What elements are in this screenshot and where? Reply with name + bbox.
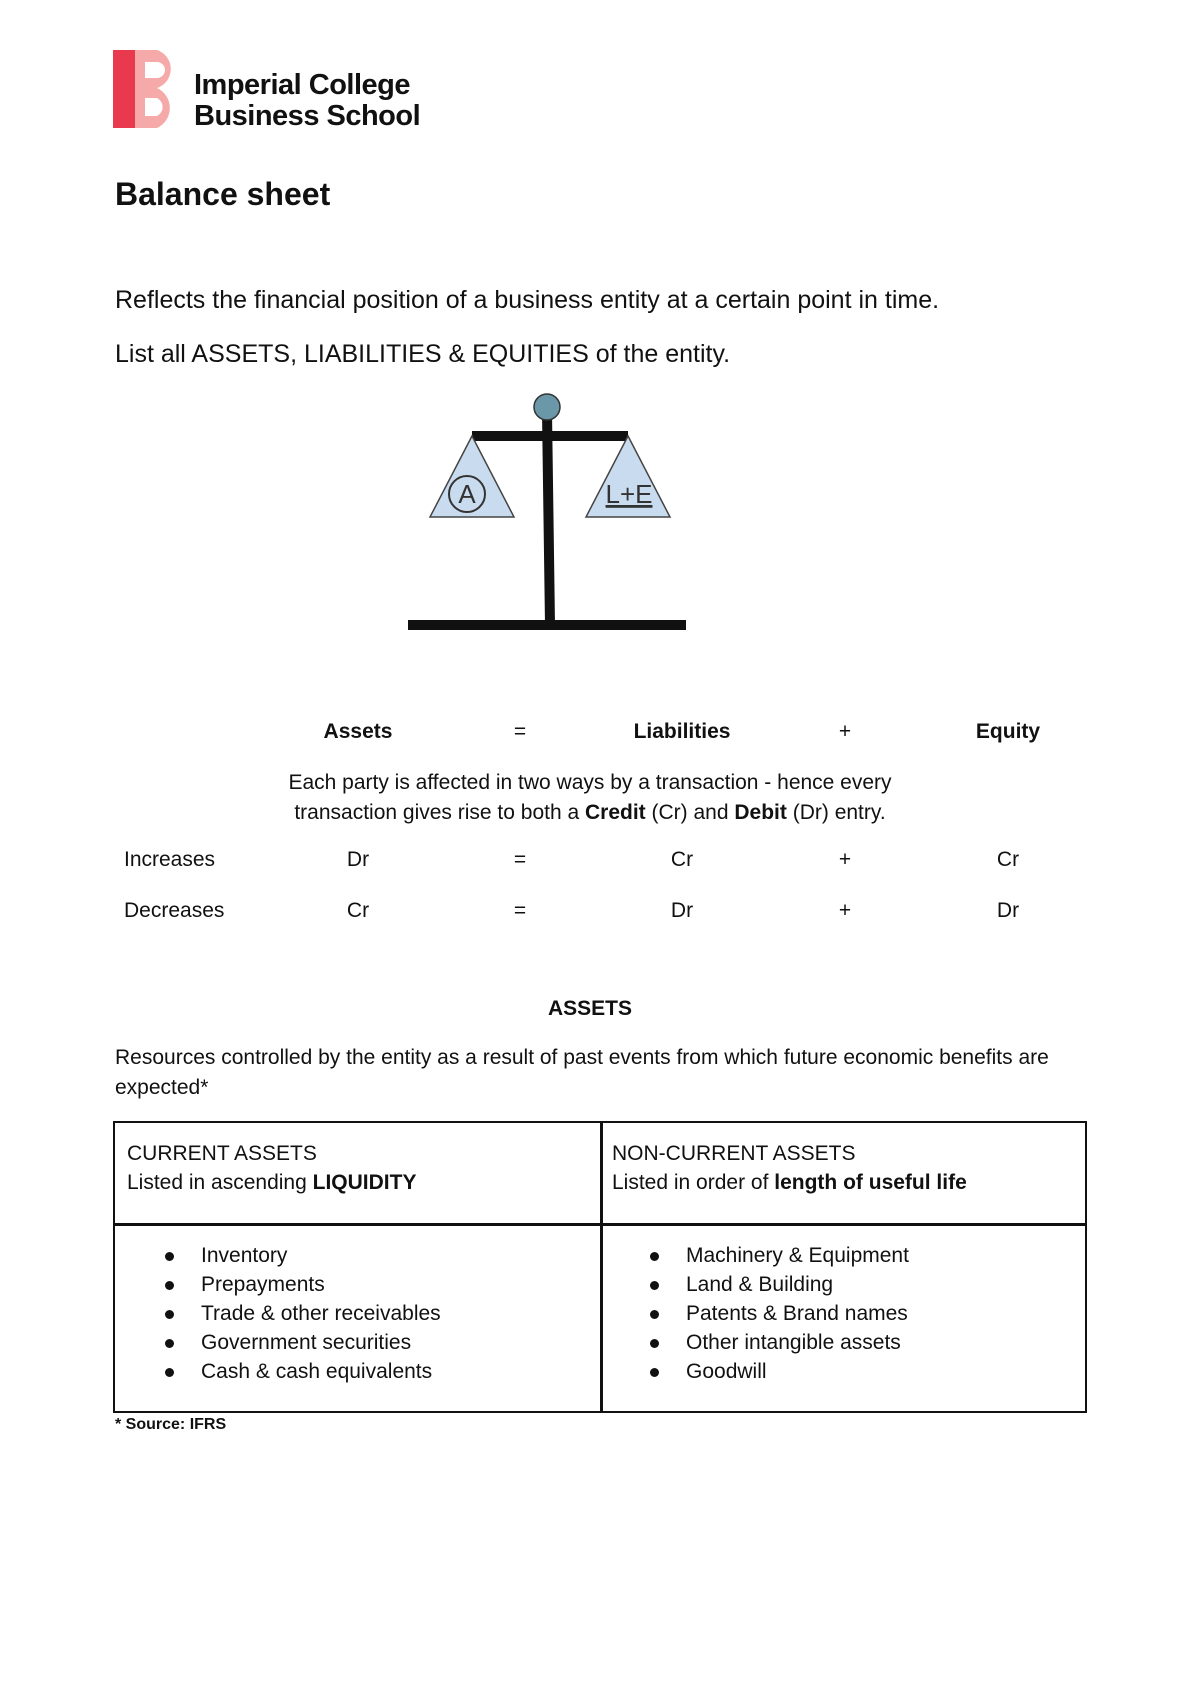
eq-equity: Equity [975,720,1041,743]
balance-scale-diagram [400,390,700,635]
right-pan-label: L+E [605,479,653,509]
intro-line-1: Reflects the financial position of a business entity at a certain point in time. [115,286,940,314]
row-label-increases: Increases [124,848,216,871]
decreases-equity: Dr [996,899,1020,922]
non-current-assets-header [612,1139,967,1197]
explanation [230,768,950,828]
assets-definition: Resources controlled by the entity as a result of past events from which future economic benefits are expected* [115,1046,1049,1099]
increases-liabilities: Cr [670,848,694,871]
increases-plus: + [838,848,852,871]
assets-heading: ASSETS [547,997,633,1020]
logo-line-1: Imperial College [194,69,411,101]
non-current-assets-title: NON-CURRENT ASSETS [612,1142,856,1165]
decreases-assets: Cr [346,899,370,922]
page-title: Balance sheet [115,176,331,212]
left-pan-label: A [458,479,476,509]
list-item: Other intangible assets [600,1328,909,1357]
current-assets-header [127,1139,416,1197]
explanation-line-1: Each party is affected in two ways by a transaction - hence every [288,771,892,794]
debit-term: Debit [734,801,787,824]
scale-pillar [547,412,550,625]
list-item: Goodwill [600,1357,909,1386]
eq-equals: = [513,720,527,743]
list-item: Land & Building [600,1270,909,1299]
current-assets-list [115,1241,441,1386]
list-item: Inventory [115,1241,441,1270]
scale-knob [534,394,560,420]
current-assets-subtitle: Listed in ascending LIQUIDITY [127,1171,417,1194]
list-item: Machinery & Equipment [600,1241,909,1270]
current-assets-title: CURRENT ASSETS [127,1142,317,1165]
list-item: Government securities [115,1328,441,1357]
increases-equals: = [513,848,527,871]
logo-wordmark [194,70,420,132]
list-item: Patents & Brand names [600,1299,909,1328]
decreases-equals: = [513,899,527,922]
increases-assets: Dr [346,848,370,871]
eq-plus: + [838,720,852,743]
credit-term: Credit [585,801,646,824]
row-label-decreases: Decreases [124,899,225,922]
list-item: Cash & cash equivalents [115,1357,441,1386]
intro-line-2: List all ASSETS, LIABILITIES & EQUITIES of the entity. [115,340,731,368]
logo-line-2: Business School [194,100,421,132]
list-item: Prepayments [115,1270,441,1299]
table-divider-horizontal [115,1223,1085,1226]
explanation-line-2: transaction gives rise to both a Credit (Cr) and Debit (Dr) entry. [294,801,886,824]
eq-assets: Assets [323,720,393,743]
non-current-assets-list [600,1241,909,1386]
list-item: Trade & other receivables [115,1299,441,1328]
decreases-plus: + [838,899,852,922]
assets-table [113,1121,1087,1413]
increases-equity: Cr [996,848,1020,871]
decreases-liabilities: Dr [670,899,694,922]
eq-liabilities: Liabilities [633,720,731,743]
logo-b-mark [113,48,185,130]
source-footnote: * Source: IFRS [115,1416,227,1433]
non-current-assets-subtitle: Listed in order of length of useful life [612,1171,967,1194]
